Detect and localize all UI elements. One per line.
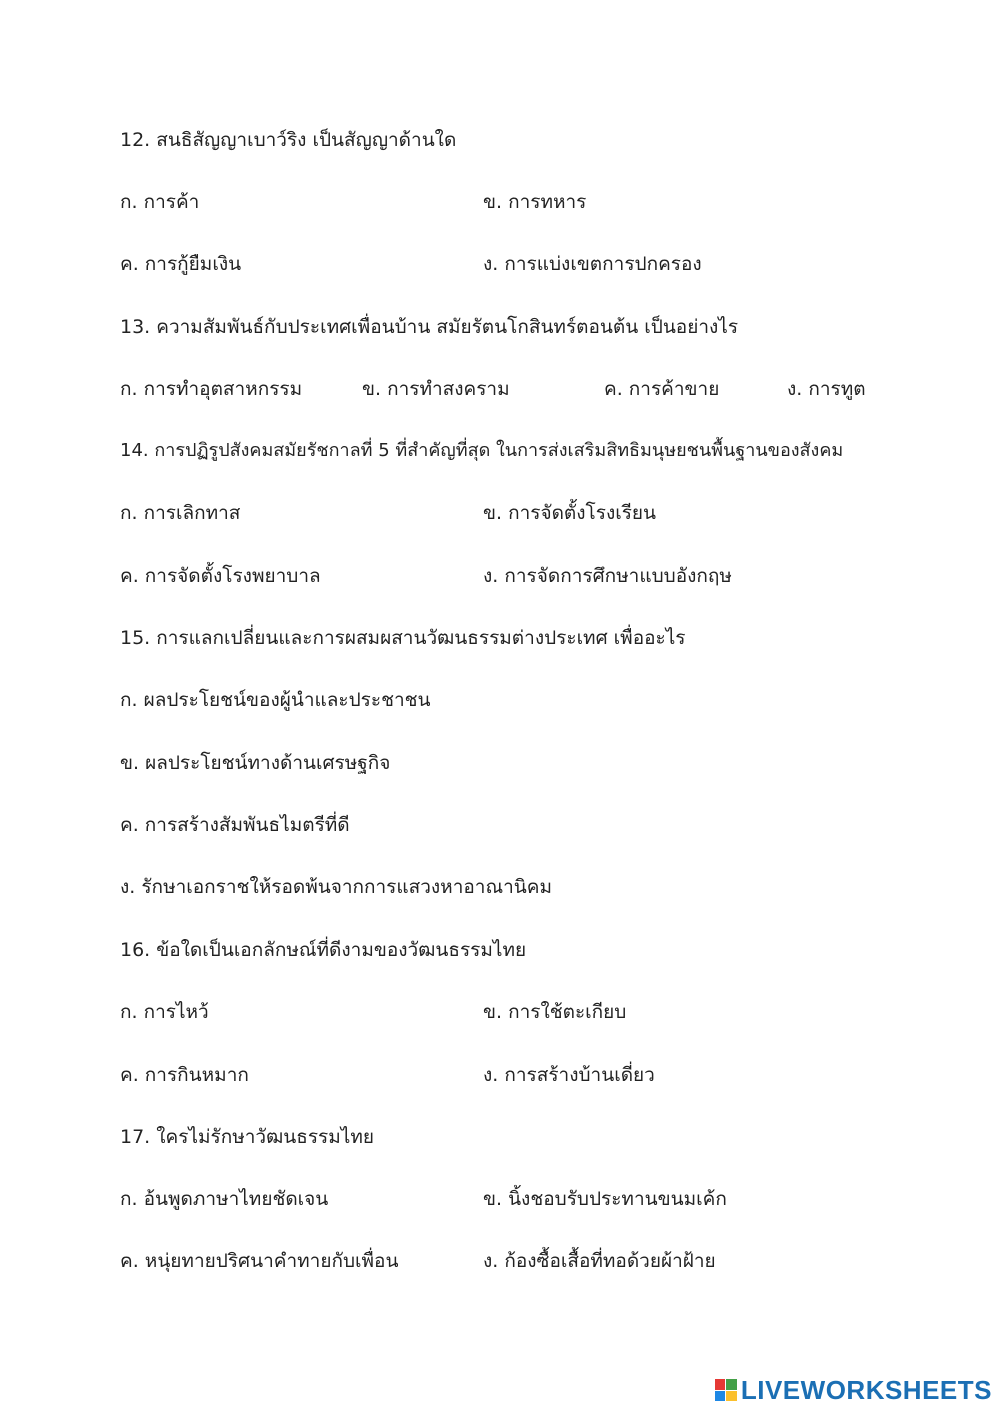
- q17-option-a: ก. อ้นพูดภาษาไทยชัดเจน: [120, 1188, 329, 1210]
- question-17-stem: 17. ใครไม่รักษาวัฒนธรรมไทย: [120, 1126, 374, 1148]
- q17-option-c: ค. หนุ่ยทายปริศนาคำทายกับเพื่อน: [120, 1250, 399, 1272]
- q13-option-c: ค. การค้าขาย: [604, 378, 720, 400]
- q17-option-b: ข. นิ้งชอบรับประทานขนมเค้ก: [483, 1188, 727, 1210]
- q16-option-c: ค. การกินหมาก: [120, 1064, 249, 1086]
- q16-option-d: ง. การสร้างบ้านเดี่ยว: [483, 1064, 655, 1086]
- q12-option-c: ค. การกู้ยืมเงิน: [120, 253, 242, 275]
- question-13-stem: 13. ความสัมพันธ์กับประเทศเพื่อนบ้าน สมัยรัตนโกสินทร์ตอนต้น เป็นอย่างไร: [120, 316, 739, 338]
- question-15-stem: 15. การแลกเปลี่ยนและการผสมผสานวัฒนธรรมต่างประเทศ เพื่ออะไร: [120, 627, 686, 649]
- question-12-stem: 12. สนธิสัญญาเบาว์ริง เป็นสัญญาด้านใด: [120, 129, 457, 151]
- q14-option-d: ง. การจัดการศึกษาแบบอังกฤษ: [483, 565, 732, 587]
- q16-option-a: ก. การไหว้: [120, 1001, 209, 1023]
- liveworksheets-logo-icon: [715, 1379, 737, 1401]
- question-14-stem: 14. การปฏิรูปสังคมสมัยรัชกาลที่ 5 ที่สำคัญที่สุด ในการส่งเสริมสิทธิมนุษยชนพื้นฐานของสังคม: [120, 440, 844, 461]
- q12-option-b: ข. การทหาร: [483, 191, 587, 213]
- q15-option-d: ง. รักษาเอกราชให้รอดพ้นจากการแสวงหาอาณานิคม: [120, 876, 552, 898]
- logo-square-2: [726, 1379, 737, 1390]
- brand-name: LIVEWORKSHEETS: [740, 1374, 992, 1405]
- logo-square-4: [726, 1391, 737, 1402]
- q14-option-a: ก. การเลิกทาส: [120, 502, 241, 524]
- q15-option-c: ค. การสร้างสัมพันธไมตรีที่ดี: [120, 814, 350, 836]
- q14-option-b: ข. การจัดตั้งโรงเรียน: [483, 502, 657, 524]
- logo-square-3: [715, 1391, 726, 1402]
- q13-option-d: ง. การทูต: [787, 378, 866, 400]
- logo-square-1: [715, 1379, 726, 1390]
- question-16-stem: 16. ข้อใดเป็นเอกลักษณ์ที่ดีงามของวัฒนธรรมไทย: [120, 939, 527, 961]
- q13-option-a: ก. การทำอุตสาหกรรม: [120, 378, 303, 400]
- liveworksheets-brand[interactable]: [715, 1375, 992, 1405]
- q14-option-c: ค. การจัดตั้งโรงพยาบาล: [120, 565, 321, 587]
- q12-option-a: ก. การค้า: [120, 191, 200, 213]
- q15-option-a: ก. ผลประโยชน์ของผู้นำและประชาชน: [120, 689, 431, 711]
- q16-option-b: ข. การใช้ตะเกียบ: [483, 1001, 627, 1023]
- q13-option-b: ข. การทำสงคราม: [362, 378, 510, 400]
- q15-option-b: ข. ผลประโยชน์ทางด้านเศรษฐกิจ: [120, 752, 391, 774]
- q12-option-d: ง. การแบ่งเขตการปกครอง: [483, 253, 702, 275]
- q17-option-d: ง. ก้องซื้อเสื้อที่ทอด้วยผ้าฝ้าย: [483, 1250, 716, 1272]
